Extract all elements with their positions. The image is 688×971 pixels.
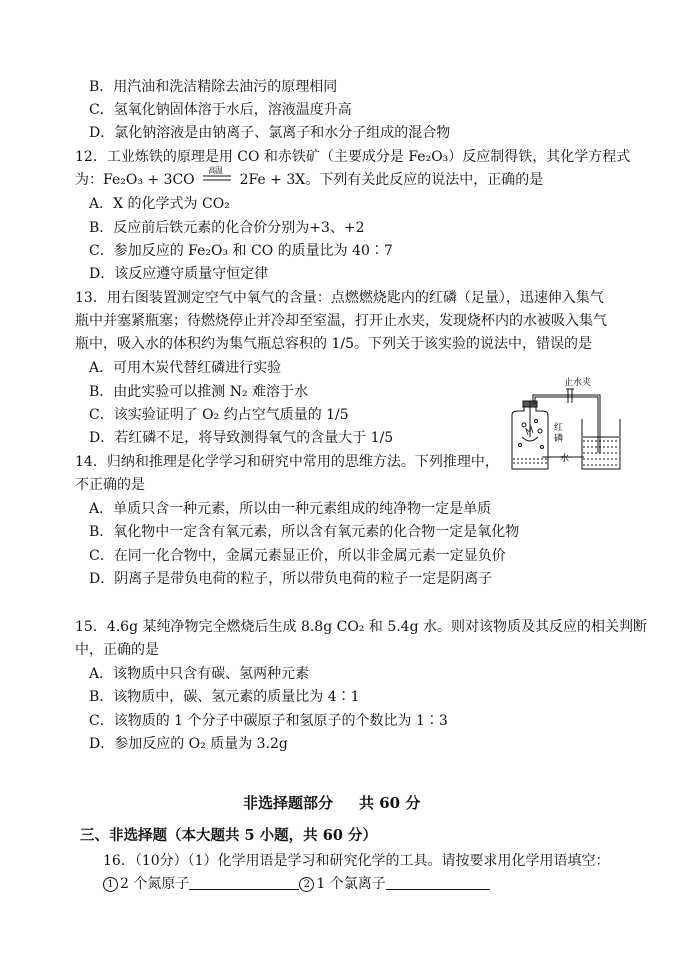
q12-option-a: A．X 的化学式为 CO₂ [89,196,230,212]
connecting-tube [533,395,600,453]
q11-option-c: C．氢氧化钠固体溶于水后，溶液温度升高 [89,102,352,118]
q15-option-b: B．该物质中，碳、氢元素的质量比为 4∶1 [89,689,360,705]
circled-number-2: 2 [299,877,314,892]
q15-option-c: C．该物质的 1 个分子中碳原子和氢原子的个数比为 1∶3 [89,713,448,729]
q13-option-a: A．可用木炭代替红磷进行实验 [89,360,282,376]
clamp-label: 止水夹 [564,378,592,388]
q13-option-c: C．该实验证明了 O₂ 约占空气质量的 1/5 [89,407,349,423]
water-stop-clamp-icon [566,389,574,403]
answer-blank-1[interactable] [189,875,299,890]
q16-item2-label: 1 个氯离子 [316,876,386,892]
q13-stem-line2: 瓶中并塞紧瓶塞；待燃烧停止并冷却至室温，打开止水夹，发现烧杯内的水被吸入集气 [75,313,607,329]
q13-stem-line1: 13．用右图装置测定空气中氧气的含量：点燃燃烧匙内的红磷（足量），迅速伸入集气 [75,290,604,306]
q11-option-b: B．用汽油和洗洁精除去油污的原理相同 [89,79,338,95]
reaction-arrow [199,166,235,190]
q16-item1-label: 2 个氮原子 [120,876,190,892]
part2-title-text: 非选择题部分 [243,794,334,812]
answer-blank-2[interactable] [386,875,490,890]
q15-stem-line1: 15．4.6g 某纯净物完全燃烧后生成 8.8g CO₂ 和 5.4g 水。则对该物质及其反应的相关判断 [75,619,647,635]
q14-option-d: D．阴离子是带负电荷的粒子，所以带负电荷的粒子一定是阴离子 [89,571,493,587]
beaker [582,419,620,469]
q12-option-c: C．参加反应的 Fe₂O₃ 和 CO 的质量比为 40∶7 [89,243,393,259]
q12-option-d: D．该反应遵守质量守恒定律 [89,266,269,282]
apparatus-figure [502,375,622,473]
q14-option-c: C．在同一化合物中，金属元素显正价，所以非金属元素一定显负价 [89,548,506,564]
q14-stem-line1: 14．归纳和推理是化学学习和研究中常用的思维方法。下列推理中， [75,454,499,470]
gas-collecting-bottle [512,401,548,469]
q14-option-a: A．单质只含一种元素，所以由一种元素组成的纯净物一定是单质 [89,501,492,517]
q12-equation-right: 2Fe + 3X。下列有关此反应的说法中，正确的是 [239,172,544,188]
q12-stem-line1: 12．工业炼铁的原理是用 CO 和赤铁矿（主要成分是 Fe₂O₃）反应制得铁，其化学方程式 [75,149,631,165]
phosphorus-label-1: 红 [554,423,564,433]
q15-option-d: D．参加反应的 O₂ 质量为 3.2g [89,736,288,752]
part2-title [243,793,420,813]
q15-stem-line2: 中，正确的是 [75,642,159,658]
q12-option-b: B．反应前后铁元素的化合价分别为+3、+2 [89,220,365,236]
q13-option-b: B．由此实验可以推测 N₂ 难溶于水 [89,384,309,400]
q16-fill-items [103,874,490,894]
q11-option-d: D．氯化钠溶液是由钠离子、氯离子和水分子组成的混合物 [89,125,451,141]
q12-equation-left: 为：Fe₂O₃ + 3CO [75,172,195,188]
phosphorus-label-2: 磷 [554,434,564,444]
q15-option-a: A．该物质中只含有碳、氢两种元素 [89,666,310,682]
part2-score: 共 60 分 [359,794,421,812]
reaction-condition: 高温 [208,166,223,175]
q13-option-d: D．若红磷不足，将导致测得氧气的含量大于 1/5 [89,430,394,446]
q14-option-b: B．氧化物中一定含有氧元素，所以含有氧元素的化合物一定是氧化物 [89,524,520,540]
water-label: 水 [560,454,570,464]
section-heading: 三、非选择题（本大题共 5 小题，共 60 分） [80,827,377,844]
q16-stem: 16．（10分）（1）化学用语是学习和研究化学的工具。请按要求用化学用语填空： [103,853,610,869]
q14-stem-line2: 不正确的是 [75,477,145,493]
q13-stem-line3: 瓶中，吸入水的体积约为集气瓶总容积的 1/5。下列关于该实验的说法中，错误的是 [75,336,592,352]
q12-stem-line2 [75,166,544,190]
circled-number-1: 1 [103,877,118,892]
